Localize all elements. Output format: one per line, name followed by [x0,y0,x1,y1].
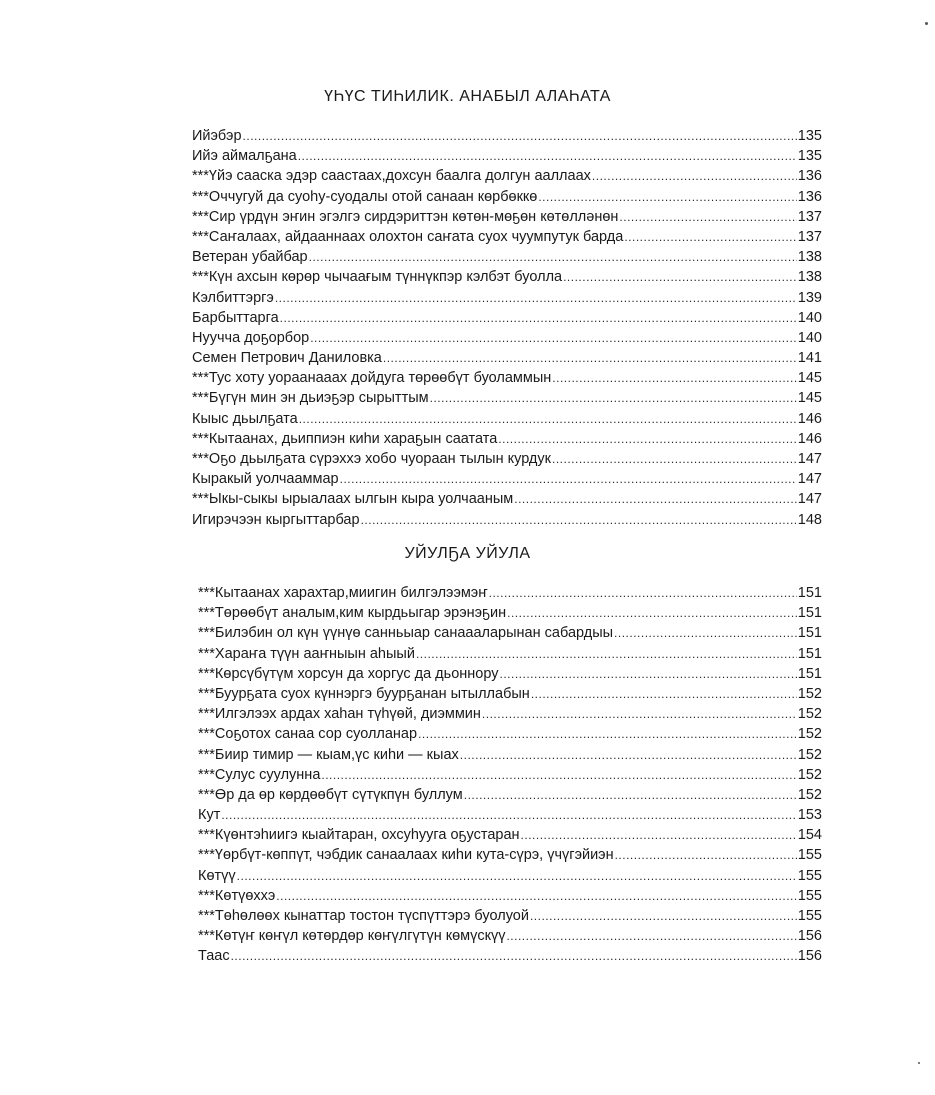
toc-entry [198,623,822,643]
toc-entry-page-number: 156 [797,928,822,945]
dot-leader [299,409,797,429]
dot-leader [514,489,797,509]
dot-leader [521,825,797,845]
toc-entry [192,388,822,408]
toc-entry [198,704,822,724]
toc-entry-page-number: 137 [797,228,822,245]
dot-leader [592,166,797,186]
dot-leader [275,288,797,308]
toc-entry-title: ***Саҥалаах, айдааннаах олохтон саҥата суох чуумпутук барда [192,228,624,245]
toc-entry-page-number: 145 [797,370,822,387]
toc-entry-title: ***Өр да өр көрдөөбүт сүтүкпүн буллум [198,786,463,803]
dot-leader [237,866,797,886]
toc-entry-page-number: 155 [797,908,822,924]
dot-leader [506,926,796,946]
toc-entry [192,227,822,247]
toc-entry-page-number: 151 [797,645,822,662]
scan-speck [925,22,928,25]
toc-entry-title: ***Бүгүн мин эн дьиэҕэр сырыттым [192,390,429,407]
toc-entry [192,348,822,368]
toc-entry-page-number: 141 [797,350,822,367]
toc-entry [198,926,822,946]
dot-leader [361,510,797,530]
toc-entry [192,146,822,166]
dot-leader [538,187,796,207]
toc-entry-title: ***Илгэлээх ардах хаһан түһүөй, диэммин [198,706,481,723]
dot-leader [280,308,797,328]
toc-entry [192,449,822,469]
toc-entry-title: Семен Петрович Даниловка [192,350,382,367]
toc-entry-page-number: 147 [797,451,822,467]
toc-entry-page-number: 147 [797,491,822,508]
toc-entry-page-number: 136 [797,188,822,205]
toc-entry-title: ***Көрсүбүтүм хорсун да хоргус да дьоннору [198,665,499,682]
toc-entry-title: ***Көтүҥ көҥүл көтөрдөр көҥүлгүтүн көмүскүү [198,928,506,945]
toc-entry-page-number: 140 [797,309,822,326]
toc-entry [198,886,822,906]
toc-entry-title: ***Сулус суулунна [198,766,321,783]
dot-leader [383,348,797,368]
toc-entry [198,603,822,623]
dot-leader [418,724,797,744]
dot-leader [531,684,797,704]
toc-entry [192,429,822,449]
toc-entry [198,906,822,926]
toc-entry-title: Барбыттарга [192,309,279,326]
dot-leader [563,267,797,287]
dot-leader [430,388,797,408]
toc-entry-title: ***Биир тимир — кыам,үс киһи — кыах [198,746,459,763]
toc-entry [198,825,822,845]
toc-entry-page-number: 147 [797,471,822,488]
toc-entry [198,724,822,744]
toc-entry-page-number: 139 [797,289,822,306]
toc-entry-page-number: 154 [797,827,822,844]
toc-entry [192,510,822,530]
toc-entry [198,946,822,966]
toc-entry [192,328,822,348]
toc-entry-title: Кыракый уолчааммар [192,471,339,488]
toc-entry-title: ***Кытаанах, дьиппиэн киһи харaҕын саатата [192,430,498,447]
toc-entry-page-number: 135 [797,128,822,144]
toc-entry [192,288,822,308]
toc-entry-page-number: 152 [797,786,822,803]
toc-entry [192,126,822,146]
toc-entry-page-number: 151 [797,605,822,622]
toc-entry-title: Көтүү [198,867,236,884]
dot-leader [298,146,797,166]
dot-leader [460,745,797,765]
dot-leader [500,664,797,684]
toc-entry [192,368,822,388]
toc-entry-title: ***Оччугуй да суоһу-суодалы отой санаан көрбөккө [192,188,538,205]
toc-entry-page-number: 155 [797,867,822,884]
toc-entry [192,166,822,186]
toc-entry-title: ***Оҕо дьылҕата сүрэхxэ хобо чуораан тылын курдук [192,451,551,467]
toc-entry-title: Кэлбиттэргэ [192,289,274,306]
toc-entry-title: Кут [198,807,221,824]
toc-entry-title: ***Күн ахсын көрөр чычаағым түннүкпэр кэлбэт буолла [192,269,563,286]
dot-leader [340,469,797,489]
toc-entry [198,664,822,684]
scan-speck [918,1062,920,1064]
toc-entry-page-number: 152 [797,746,822,763]
toc-entry-page-number: 152 [797,726,822,743]
toc-entry-title: ***Билэбин ол күн үүнүө санньыар санаааларынан сабардыы [198,625,614,642]
toc-entry [192,308,822,328]
toc-entry-page-number: 135 [797,148,822,165]
toc-list [198,583,822,967]
toc-entry-title: ***Ыкы-сыкы ырыалаах ылгын кыра уолчааным [192,491,514,508]
toc-entry-title: ***Күөнтэһиигэ кыайтаран, охсуһууга оҕустаран [198,827,520,844]
toc-entry-page-number: 140 [797,329,822,346]
toc-entry-page-number: 148 [797,511,822,528]
dot-leader [498,429,797,449]
dot-leader [221,805,796,825]
toc-entry-title: ***Үйэ сааска эдэр саастаах,дохсун баалга долгун ааллаах [192,168,591,185]
dot-leader [530,906,797,926]
toc-entry-page-number: 155 [797,887,822,904]
toc-entry-page-number: 137 [797,208,822,225]
toc-entry-page-number: 152 [797,706,822,723]
toc-entry [198,745,822,765]
toc-entry-title: ***Төрөөбүт аналым,ким кырдьыгар эрэнэҕин [198,605,507,622]
toc-entry-title: Ийэбэр [192,128,242,144]
toc-entry-title: ***Үөрбүт-көппүт, чэбдик санаалаах киһи кута-сүрэ, үчүгэйиэн [198,847,614,864]
toc-entry-page-number: 151 [797,665,822,682]
toc-entry [198,845,822,865]
section-title: ҮҺҮС ТИҺИЛИК. АНАБЫЛ АЛАҺАТА [324,88,611,105]
toc-entry-page-number: 152 [797,685,822,702]
dot-leader [231,946,797,966]
toc-entry [198,805,822,825]
toc-entry [198,785,822,805]
toc-entry [198,583,822,603]
dot-leader [482,704,797,724]
dot-leader [310,328,797,348]
dot-leader [309,247,797,267]
toc-entry-page-number: 156 [797,948,822,965]
toc-entry-title: Нуучча доҕорбор [192,329,310,346]
toc-entry [198,684,822,704]
toc-entry [192,409,822,429]
toc-entry-page-number: 155 [797,847,822,864]
toc-entry-title: ***Тус хоту уораанааах дойдуга төрөөбүт буоламмын [192,370,552,387]
toc-list [192,126,822,530]
toc-entry [198,866,822,886]
toc-entry [192,267,822,287]
dot-leader [624,227,796,247]
toc-entry-title: Кыыс дьылҕата [192,410,298,427]
toc-entry-title: ***Кытаанах харахтар,миигин билгэлээмэҥ [198,585,488,601]
toc-entry-page-number: 153 [797,807,822,824]
dot-leader [552,449,797,469]
toc-entry-title: ***Көтүөххэ [198,887,276,904]
dot-leader [321,765,796,785]
toc-entry-page-number: 151 [797,625,822,642]
toc-entry [192,247,822,267]
toc-entry [192,207,822,227]
toc-entry-page-number: 145 [797,390,822,407]
toc-entry [198,765,822,785]
dot-leader [614,623,797,643]
dot-leader [416,644,797,664]
toc-entry-page-number: 138 [797,249,822,266]
toc-entry-title: ***Соҕотох санаа сор суолланар [198,726,418,743]
toc-entry-title: ***Буурҕата суох күннэргэ буурҕанан ытыллабын [198,685,530,702]
toc-entry-title: ***Сир үрдүн эҥин эгэлгэ сирдэриттэн көтөн-мөҕөн көтөлләнөн [192,208,619,225]
toc-entry-page-number: 152 [797,766,822,783]
toc-entry-title: Ийэ аймалҕана [192,148,297,165]
toc-entry-title: Таас [198,948,230,965]
toc-entry-title: ***Төһөлөөх кынаттар тостон түспүттэрэ буолуой [198,908,529,924]
section-title: УЙУЛҔА УЙУЛА [404,545,531,562]
toc-entry [198,644,822,664]
toc-entry-title: Игирэчээн кыргыттарбар [192,511,360,528]
dot-leader [507,603,797,623]
toc-entry [192,489,822,509]
dot-leader [489,583,797,603]
dot-leader [276,886,797,906]
toc-entry-page-number: 151 [797,585,822,601]
dot-leader [243,126,797,146]
toc-entry-page-number: 138 [797,269,822,286]
toc-entry-page-number: 146 [797,430,822,447]
toc-entry [192,469,822,489]
dot-leader [552,368,797,388]
toc-entry-page-number: 136 [797,168,822,185]
dot-leader [615,845,797,865]
toc-entry [192,187,822,207]
toc-entry-title: ***Хараҥа түүн ааҥныын аһыый [198,645,415,662]
toc-entry-page-number: 146 [797,410,822,427]
dot-leader [464,785,797,805]
toc-entry-title: Ветеран убайбар [192,249,308,266]
dot-leader [619,207,796,227]
